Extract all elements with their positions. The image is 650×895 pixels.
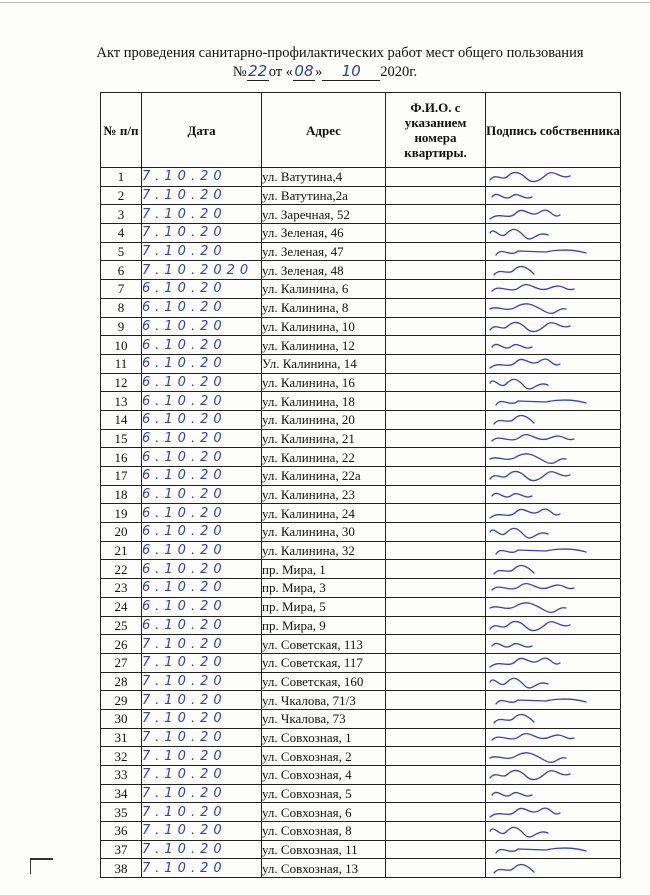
signature-scribble bbox=[486, 430, 596, 447]
signature-scribble bbox=[486, 374, 596, 391]
row-number: 19 bbox=[101, 504, 142, 523]
table-row bbox=[101, 747, 621, 766]
table-row bbox=[101, 560, 621, 579]
signature-scribble bbox=[486, 785, 596, 802]
title-line-1: Акт проведения санитарно-профилактических работ мест общего пользования bbox=[96, 45, 584, 61]
row-fio bbox=[386, 616, 486, 635]
row-date: 6.10.20 bbox=[142, 560, 262, 579]
row-date: 6.10.20 bbox=[142, 280, 262, 299]
row-address: пр. Мира, 9 bbox=[262, 616, 386, 635]
row-number: 34 bbox=[101, 784, 142, 803]
signature-scribble bbox=[486, 467, 596, 484]
signature-scribble bbox=[486, 411, 596, 428]
row-date: 7.10.20 bbox=[142, 728, 262, 747]
header-signature: Подпись собственника bbox=[486, 93, 621, 168]
row-address: ул. Совхозная, 6 bbox=[262, 803, 386, 822]
table-row bbox=[101, 410, 621, 429]
row-fio bbox=[386, 261, 486, 280]
row-date: 7.10.20 bbox=[142, 803, 262, 822]
row-fio bbox=[386, 672, 486, 691]
row-number: 13 bbox=[101, 392, 142, 411]
signature-scribble bbox=[486, 860, 596, 877]
row-address: ул. Совхозная, 4 bbox=[262, 766, 386, 785]
row-number: 16 bbox=[101, 448, 142, 467]
row-signature bbox=[486, 691, 621, 710]
row-number: 9 bbox=[101, 317, 142, 336]
row-number: 17 bbox=[101, 467, 142, 486]
row-signature bbox=[486, 579, 621, 598]
row-date: 6.10.20 bbox=[142, 429, 262, 448]
row-number: 21 bbox=[101, 541, 142, 560]
row-fio bbox=[386, 784, 486, 803]
row-address: ул. Калинина, 21 bbox=[262, 429, 386, 448]
row-number: 15 bbox=[101, 429, 142, 448]
signature-scribble bbox=[486, 766, 596, 783]
row-number: 4 bbox=[101, 224, 142, 243]
row-fio bbox=[386, 205, 486, 224]
row-signature bbox=[486, 616, 621, 635]
row-number: 28 bbox=[101, 672, 142, 691]
table-row bbox=[101, 803, 621, 822]
row-fio bbox=[386, 709, 486, 728]
row-date: 6.10.20 bbox=[142, 504, 262, 523]
row-fio bbox=[386, 224, 486, 243]
row-date: 6.10.20 bbox=[142, 317, 262, 336]
row-signature bbox=[486, 429, 621, 448]
row-number: 8 bbox=[101, 298, 142, 317]
row-number: 30 bbox=[101, 709, 142, 728]
row-address: ул. Заречная, 52 bbox=[262, 205, 386, 224]
row-fio bbox=[386, 317, 486, 336]
row-date: 7.10.20 bbox=[142, 784, 262, 803]
row-fio bbox=[386, 728, 486, 747]
row-signature bbox=[486, 859, 621, 878]
row-fio bbox=[386, 410, 486, 429]
table-row bbox=[101, 373, 621, 392]
row-signature bbox=[486, 205, 621, 224]
row-date: 7.10.20 bbox=[142, 168, 262, 187]
row-date: 7.10.20 bbox=[142, 822, 262, 841]
signature-scribble bbox=[486, 673, 596, 690]
table-row bbox=[101, 448, 621, 467]
row-address: ул. Калинина, 32 bbox=[262, 541, 386, 560]
row-fio bbox=[386, 653, 486, 672]
signature-scribble bbox=[486, 804, 596, 821]
row-signature bbox=[486, 354, 621, 373]
table-row bbox=[101, 224, 621, 243]
table-row bbox=[101, 467, 621, 486]
row-address: ул. Советская, 117 bbox=[262, 653, 386, 672]
table-row bbox=[101, 579, 621, 598]
table-row bbox=[101, 280, 621, 299]
row-date: 7.10.20 bbox=[142, 709, 262, 728]
row-date: 7.10.20 bbox=[142, 186, 262, 205]
table-row bbox=[101, 822, 621, 841]
number-prefix: № bbox=[232, 64, 247, 80]
signature-scribble bbox=[486, 486, 596, 503]
row-date: 7.10.20 bbox=[142, 635, 262, 654]
row-signature bbox=[486, 410, 621, 429]
table-body bbox=[101, 168, 621, 878]
row-number: 22 bbox=[101, 560, 142, 579]
row-address: ул. Совхозная, 11 bbox=[262, 840, 386, 859]
row-address: ул. Калинина, 23 bbox=[262, 485, 386, 504]
row-signature bbox=[486, 840, 621, 859]
row-number: 38 bbox=[101, 859, 142, 878]
row-fio bbox=[386, 597, 486, 616]
row-number: 32 bbox=[101, 747, 142, 766]
row-address: ул. Советская, 113 bbox=[262, 635, 386, 654]
table-row bbox=[101, 336, 621, 355]
row-date: 7.10.20 bbox=[142, 747, 262, 766]
row-address: Ул. Калинина, 14 bbox=[262, 354, 386, 373]
row-signature bbox=[486, 822, 621, 841]
signature-scribble bbox=[486, 505, 596, 522]
signature-scribble bbox=[486, 579, 596, 596]
row-signature bbox=[486, 261, 621, 280]
row-date: 6.10.20 bbox=[142, 373, 262, 392]
row-address: пр. Мира, 3 bbox=[262, 579, 386, 598]
row-number: 27 bbox=[101, 653, 142, 672]
row-date: 7.10.20 bbox=[142, 224, 262, 243]
act-year: 2020г. bbox=[380, 64, 418, 80]
signature-scribble bbox=[486, 636, 596, 653]
row-fio bbox=[386, 523, 486, 542]
row-date: 6.10.20 bbox=[142, 298, 262, 317]
row-address: ул. Совхозная, 8 bbox=[262, 822, 386, 841]
row-fio bbox=[386, 859, 486, 878]
document-title bbox=[0, 44, 650, 81]
row-number: 5 bbox=[101, 242, 142, 261]
row-date: 7.10.20 bbox=[142, 859, 262, 878]
row-signature bbox=[486, 784, 621, 803]
signature-scribble bbox=[486, 561, 596, 578]
row-fio bbox=[386, 691, 486, 710]
signature-scribble bbox=[486, 692, 596, 709]
row-address: пр. Мира, 5 bbox=[262, 597, 386, 616]
row-number: 11 bbox=[101, 354, 142, 373]
row-number: 10 bbox=[101, 336, 142, 355]
row-number: 26 bbox=[101, 635, 142, 654]
row-fio bbox=[386, 186, 486, 205]
row-address: ул. Калинина, 22а bbox=[262, 467, 386, 486]
row-fio bbox=[386, 373, 486, 392]
row-date: 6.10.20 bbox=[142, 597, 262, 616]
row-fio bbox=[386, 467, 486, 486]
row-address: ул. Зеленая, 46 bbox=[262, 224, 386, 243]
row-signature bbox=[486, 186, 621, 205]
table-row bbox=[101, 429, 621, 448]
table-row bbox=[101, 653, 621, 672]
header-num: № п/п bbox=[101, 93, 142, 168]
row-signature bbox=[486, 597, 621, 616]
row-date: 6.10.20 bbox=[142, 616, 262, 635]
row-address: ул. Калинина, 10 bbox=[262, 317, 386, 336]
row-number: 31 bbox=[101, 728, 142, 747]
row-signature bbox=[486, 523, 621, 542]
table-row bbox=[101, 504, 621, 523]
row-number: 33 bbox=[101, 766, 142, 785]
row-address: ул. Зеленая, 48 bbox=[262, 261, 386, 280]
row-fio bbox=[386, 242, 486, 261]
row-number: 2 bbox=[101, 186, 142, 205]
row-address: ул. Калинина, 20 bbox=[262, 410, 386, 429]
signature-scribble bbox=[486, 337, 596, 354]
from-text: от « bbox=[268, 64, 293, 80]
row-address: ул. Чкалова, 73 bbox=[262, 709, 386, 728]
signature-scribble bbox=[486, 617, 596, 634]
signature-scribble bbox=[486, 393, 596, 410]
header-fio: Ф.И.О. с указанием номера квартиры. bbox=[386, 93, 486, 168]
row-date: 7.10.20 bbox=[142, 672, 262, 691]
signature-scribble bbox=[486, 729, 596, 746]
row-signature bbox=[486, 373, 621, 392]
signature-scribble bbox=[486, 449, 596, 466]
row-signature bbox=[486, 803, 621, 822]
row-number: 14 bbox=[101, 410, 142, 429]
table-row bbox=[101, 691, 621, 710]
row-signature bbox=[486, 504, 621, 523]
row-address: ул. Совхозная, 13 bbox=[262, 859, 386, 878]
row-signature bbox=[486, 280, 621, 299]
row-date: 6.10.20 bbox=[142, 467, 262, 486]
table-row bbox=[101, 523, 621, 542]
row-number: 20 bbox=[101, 523, 142, 542]
row-date: 6.10.20 bbox=[142, 410, 262, 429]
row-address: ул. Ватутина,4 bbox=[262, 168, 386, 187]
row-number: 23 bbox=[101, 579, 142, 598]
row-date: 6.10.20 bbox=[142, 541, 262, 560]
row-fio bbox=[386, 635, 486, 654]
row-fio bbox=[386, 280, 486, 299]
signature-scribble bbox=[486, 654, 596, 671]
row-number: 24 bbox=[101, 597, 142, 616]
row-date: 6.10.20 bbox=[142, 579, 262, 598]
table-row bbox=[101, 709, 621, 728]
row-signature bbox=[486, 766, 621, 785]
act-day: 08 bbox=[294, 62, 314, 80]
row-fio bbox=[386, 747, 486, 766]
table-row bbox=[101, 541, 621, 560]
table-row bbox=[101, 354, 621, 373]
table-row bbox=[101, 728, 621, 747]
row-fio bbox=[386, 541, 486, 560]
row-fio bbox=[386, 840, 486, 859]
row-address: ул. Калинина, 18 bbox=[262, 392, 386, 411]
signature-scribble bbox=[486, 822, 596, 839]
corner-mark bbox=[30, 858, 53, 874]
row-fio bbox=[386, 336, 486, 355]
row-number: 12 bbox=[101, 373, 142, 392]
row-date: 6.10.20 bbox=[142, 392, 262, 411]
table-row bbox=[101, 784, 621, 803]
row-number: 7 bbox=[101, 280, 142, 299]
row-address: ул. Совхозная, 2 bbox=[262, 747, 386, 766]
header-address: Адрес bbox=[262, 93, 386, 168]
title-line-2: №22от «08» 10 2020г. bbox=[232, 62, 418, 80]
row-date: 7.10.20 bbox=[142, 242, 262, 261]
row-signature bbox=[486, 224, 621, 243]
row-address: ул. Чкалова, 71/3 bbox=[262, 691, 386, 710]
row-date: 7.10.20 bbox=[142, 840, 262, 859]
signature-scribble bbox=[486, 168, 596, 185]
table-row bbox=[101, 485, 621, 504]
row-signature bbox=[486, 392, 621, 411]
row-date: 6.10.20 bbox=[142, 354, 262, 373]
row-date: 6.10.20 bbox=[142, 485, 262, 504]
row-fio bbox=[386, 579, 486, 598]
signature-scribble bbox=[486, 542, 596, 559]
row-signature bbox=[486, 541, 621, 560]
row-address: ул. Калинина, 24 bbox=[262, 504, 386, 523]
row-date: 6.10.20 bbox=[142, 523, 262, 542]
row-signature bbox=[486, 635, 621, 654]
row-fio bbox=[386, 766, 486, 785]
row-number: 37 bbox=[101, 840, 142, 859]
row-fio bbox=[386, 354, 486, 373]
table-header-row bbox=[101, 93, 621, 168]
row-number: 35 bbox=[101, 803, 142, 822]
row-address: ул. Калинина, 30 bbox=[262, 523, 386, 542]
row-address: ул. Калинина, 16 bbox=[262, 373, 386, 392]
signature-scribble bbox=[486, 206, 596, 223]
row-signature bbox=[486, 672, 621, 691]
row-fio bbox=[386, 298, 486, 317]
table-row bbox=[101, 205, 621, 224]
table-row bbox=[101, 859, 621, 878]
scan-edge-line bbox=[0, 2, 650, 3]
table-row bbox=[101, 635, 621, 654]
table-row bbox=[101, 298, 621, 317]
row-signature bbox=[486, 653, 621, 672]
row-date: 7.10.20 bbox=[142, 766, 262, 785]
row-number: 6 bbox=[101, 261, 142, 280]
row-address: ул. Зеленая, 47 bbox=[262, 242, 386, 261]
table-row bbox=[101, 242, 621, 261]
row-date: 7.10.20 bbox=[142, 691, 262, 710]
row-signature bbox=[486, 336, 621, 355]
row-signature bbox=[486, 485, 621, 504]
row-number: 1 bbox=[101, 168, 142, 187]
row-address: ул. Ватутина,2а bbox=[262, 186, 386, 205]
row-address: ул. Советская, 160 bbox=[262, 672, 386, 691]
signature-scribble bbox=[486, 280, 596, 297]
table-row bbox=[101, 672, 621, 691]
row-signature bbox=[486, 467, 621, 486]
signature-scribble bbox=[486, 523, 596, 540]
row-signature bbox=[486, 448, 621, 467]
signature-scribble bbox=[486, 187, 596, 204]
table-row bbox=[101, 186, 621, 205]
row-address: ул. Калинина, 22 bbox=[262, 448, 386, 467]
signature-scribble bbox=[486, 318, 596, 335]
act-number: 22 bbox=[248, 62, 268, 80]
row-date: 7.10.2020 bbox=[142, 261, 262, 280]
row-address: ул. Калинина, 8 bbox=[262, 298, 386, 317]
row-fio bbox=[386, 560, 486, 579]
table-row bbox=[101, 616, 621, 635]
row-fio bbox=[386, 803, 486, 822]
row-address: ул. Калинина, 6 bbox=[262, 280, 386, 299]
row-address: ул. Совхозная, 1 bbox=[262, 728, 386, 747]
row-number: 18 bbox=[101, 485, 142, 504]
row-address: ул. Калинина, 12 bbox=[262, 336, 386, 355]
row-fio bbox=[386, 392, 486, 411]
signature-scribble bbox=[486, 841, 596, 858]
signature-scribble bbox=[486, 299, 596, 316]
row-signature bbox=[486, 709, 621, 728]
row-signature bbox=[486, 298, 621, 317]
row-signature bbox=[486, 242, 621, 261]
row-fio bbox=[386, 485, 486, 504]
table-row bbox=[101, 168, 621, 187]
row-signature bbox=[486, 747, 621, 766]
row-number: 3 bbox=[101, 205, 142, 224]
table-row bbox=[101, 317, 621, 336]
row-date: 7.10.20 bbox=[142, 205, 262, 224]
row-number: 36 bbox=[101, 822, 142, 841]
signature-scribble bbox=[486, 710, 596, 727]
row-fio bbox=[386, 168, 486, 187]
works-table bbox=[100, 92, 621, 878]
row-number: 25 bbox=[101, 616, 142, 635]
signature-scribble bbox=[486, 243, 596, 260]
act-month: 10 bbox=[322, 62, 380, 81]
row-fio bbox=[386, 448, 486, 467]
row-address: ул. Совхозная, 5 bbox=[262, 784, 386, 803]
row-date: 6.10.20 bbox=[142, 448, 262, 467]
row-signature bbox=[486, 560, 621, 579]
signature-scribble bbox=[486, 598, 596, 615]
table-row bbox=[101, 392, 621, 411]
row-date: 7.10.20 bbox=[142, 653, 262, 672]
signature-scribble bbox=[486, 355, 596, 372]
row-number: 29 bbox=[101, 691, 142, 710]
row-signature bbox=[486, 168, 621, 187]
signature-scribble bbox=[486, 262, 596, 279]
table-row bbox=[101, 766, 621, 785]
row-fio bbox=[386, 504, 486, 523]
table-row bbox=[101, 261, 621, 280]
row-signature bbox=[486, 317, 621, 336]
row-fio bbox=[386, 822, 486, 841]
signature-scribble bbox=[486, 224, 596, 241]
row-date: 6.10.20 bbox=[142, 336, 262, 355]
signature-scribble bbox=[486, 748, 596, 765]
table-row bbox=[101, 597, 621, 616]
table-row bbox=[101, 840, 621, 859]
row-fio bbox=[386, 429, 486, 448]
row-signature bbox=[486, 728, 621, 747]
header-date: Дата bbox=[142, 93, 262, 168]
row-address: пр. Мира, 1 bbox=[262, 560, 386, 579]
